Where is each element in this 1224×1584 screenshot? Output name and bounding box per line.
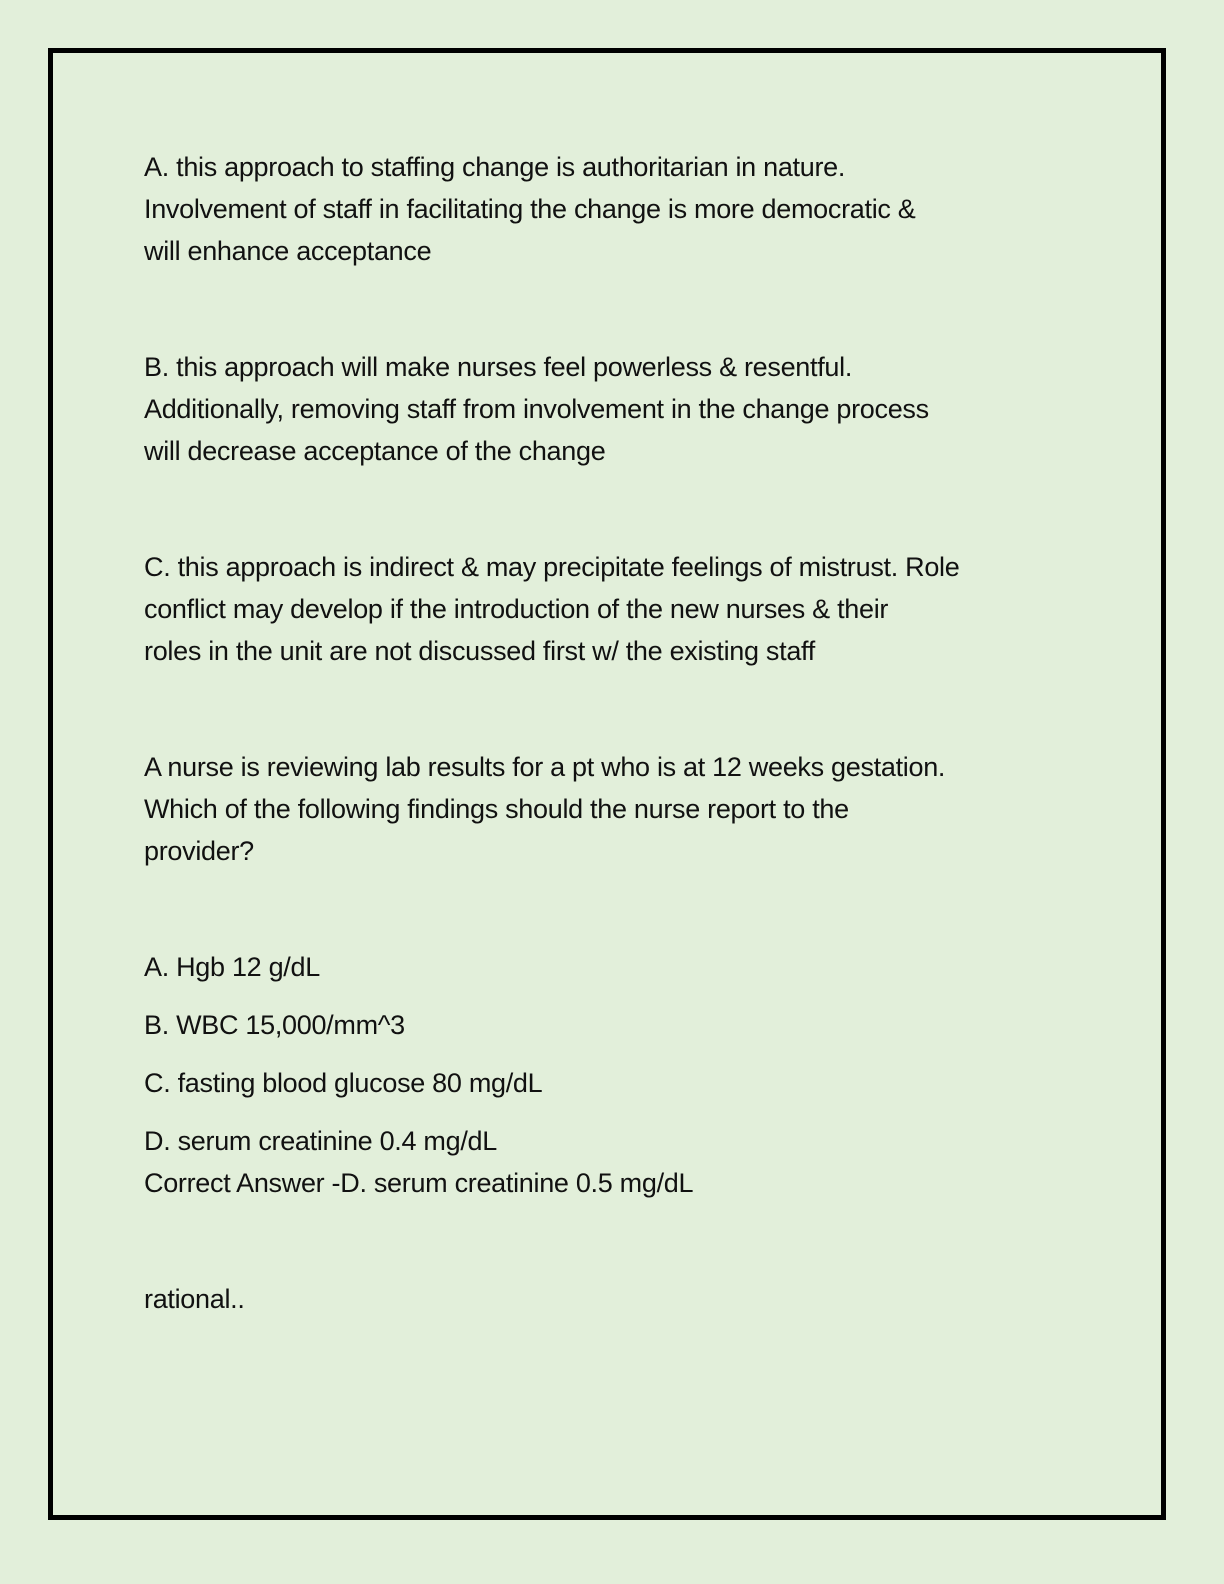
rationale-a-line-1: A. this approach to staffing change is authoritarian in nature. bbox=[144, 152, 846, 182]
rationale-c-line-3: roles in the unit are not discussed first w/ the existing staff bbox=[144, 636, 815, 666]
rationale-a bbox=[144, 146, 1084, 272]
rationale-c bbox=[144, 546, 1084, 672]
rationale-b-line-2: Additionally, removing staff from involvement in the change process bbox=[144, 394, 929, 424]
rationale-a-line-3: will enhance acceptance bbox=[144, 236, 432, 266]
rationale-b bbox=[144, 346, 1084, 472]
rationale-c-line-2: conflict may develop if the introduction of the new nurses & their bbox=[144, 594, 889, 624]
rationale-b-line-3: will decrease acceptance of the change bbox=[144, 436, 606, 466]
option-a: A. Hgb 12 g/dL bbox=[144, 952, 320, 982]
document-content bbox=[144, 146, 1084, 1320]
rational-label: rational.. bbox=[144, 1284, 245, 1314]
rationale-b-line-1: B. this approach will make nurses feel powerless & resentful. bbox=[144, 352, 853, 382]
option-c: C. fasting blood glucose 80 mg/dL bbox=[144, 1068, 543, 1098]
question-line-1: A nurse is reviewing lab results for a pt who is at 12 weeks gestation. bbox=[144, 752, 946, 782]
correct-answer: Correct Answer -D. serum creatinine 0.5 mg/dL bbox=[144, 1168, 694, 1198]
option-b: B. WBC 15,000/mm^3 bbox=[144, 1010, 405, 1040]
rationale-c-line-1: C. this approach is indirect & may precipitate feelings of mistrust. Role bbox=[144, 552, 960, 582]
question-stem bbox=[144, 746, 1084, 872]
rationale-a-line-2: Involvement of staff in facilitating the change is more democratic & bbox=[144, 194, 916, 224]
question-line-3: provider? bbox=[144, 836, 254, 866]
option-d: D. serum creatinine 0.4 mg/dL bbox=[144, 1126, 497, 1156]
question-line-2: Which of the following findings should the nurse report to the bbox=[144, 794, 849, 824]
